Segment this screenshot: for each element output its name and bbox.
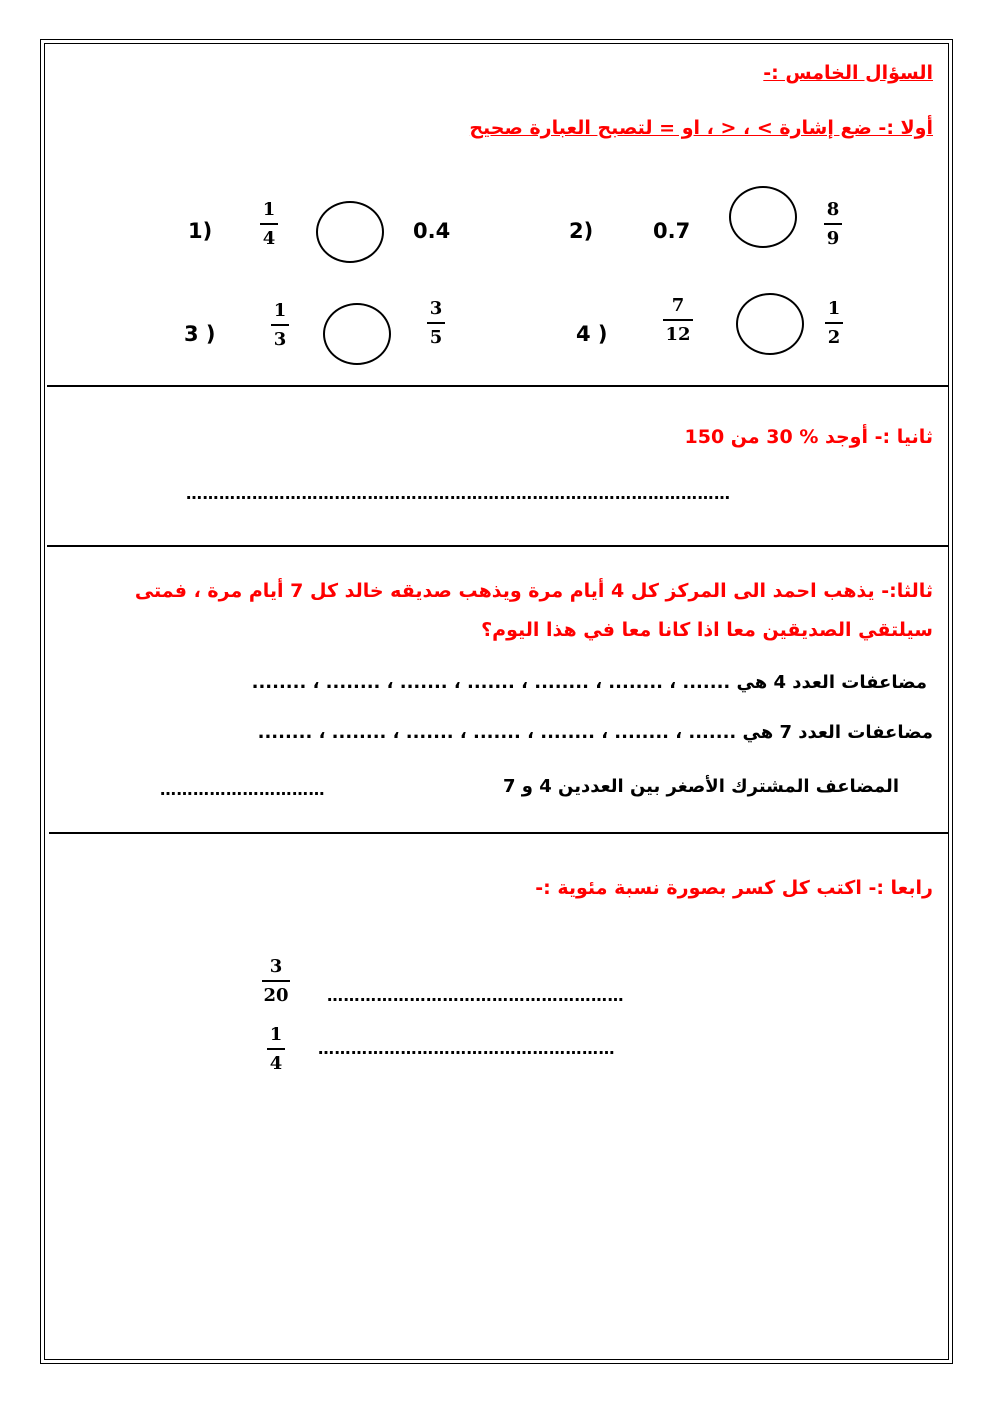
item4-label: 4 ): [576, 322, 608, 346]
item3-right-fraction: [427, 300, 445, 347]
section-divider-2: [47, 545, 948, 547]
item2-left-value: 0.7: [653, 219, 691, 243]
fraction-bar: [824, 223, 842, 225]
question-title: السؤال الخامس :-: [763, 62, 933, 84]
lcm-question: المضاعف المشترك الأصغر بين العددين 4 و 7: [502, 776, 899, 797]
part3-instruction-line2: سيلتقي الصديقين معا اذا كانا معا في هذا اليوم؟: [481, 619, 933, 641]
section-divider-1: [47, 385, 948, 387]
fraction-denominator: 2: [827, 327, 841, 348]
item4-left-fraction: [663, 297, 693, 344]
comparison-circle-4[interactable]: [736, 293, 804, 355]
part4-fraction-1: [262, 958, 290, 1005]
item3-label: 3 ): [184, 322, 216, 346]
fraction-bar: [271, 324, 289, 326]
page-border-inner: [44, 43, 949, 1360]
fraction-numerator: 1: [269, 1024, 283, 1045]
fraction-bar: [267, 1048, 285, 1050]
part3-instruction-line1: ثالثا:- يذهب احمد الى المركز كل 4 أيام مرة ويذهب صديقه خالد كل 7 أيام مرة ، فمتى: [134, 580, 933, 602]
fraction-bar: [427, 322, 445, 324]
lcm-answer-line[interactable]: …………………………: [160, 780, 325, 799]
fraction-bar: [260, 223, 278, 225]
multiples-of-4[interactable]: مضاعفات العدد 4 هي ....... ، ........ ، ........ ، ....... ، ....... ، ........ ، ........: [251, 672, 927, 693]
part1-instruction: أولا :- ضع إشارة > ، < ، او = لتصبح العبارة صحيح: [469, 117, 933, 139]
fraction-numerator: 8: [826, 199, 840, 220]
item1-label: 1): [188, 219, 213, 243]
part2-answer-line[interactable]: ………………………………………………………………………………………: [186, 484, 731, 503]
item2-label: 2): [569, 219, 594, 243]
part2-instruction: ثانيا :- أوجد % 30 من 150: [684, 426, 933, 448]
fraction-denominator: 9: [826, 228, 840, 249]
fraction-numerator: 3: [429, 298, 443, 319]
section-divider-3: [49, 832, 948, 834]
part4-answer-line-2[interactable]: ………………………………………………: [318, 1039, 615, 1058]
fraction-denominator: 5: [429, 327, 443, 348]
item4-right-fraction: [825, 300, 843, 347]
fraction-bar: [825, 322, 843, 324]
fraction-bar: [262, 980, 290, 982]
part4-fraction-2: [267, 1026, 285, 1073]
fraction-numerator: 7: [671, 295, 685, 316]
fraction-numerator: 1: [273, 300, 287, 321]
fraction-bar: [663, 319, 693, 321]
fraction-numerator: 1: [262, 199, 276, 220]
item1-right-value: 0.4: [413, 219, 451, 243]
comparison-circle-2[interactable]: [729, 186, 797, 248]
comparison-circle-3[interactable]: [323, 303, 391, 365]
fraction-numerator: 1: [827, 298, 841, 319]
part4-instruction: رابعا :- اكتب كل كسر بصورة نسبة مئوية :-: [535, 877, 933, 899]
comparison-circle-1[interactable]: [316, 201, 384, 263]
fraction-denominator: 4: [262, 228, 276, 249]
item3-left-fraction: [271, 302, 289, 349]
fraction-denominator: 4: [269, 1053, 283, 1074]
item2-right-fraction: [824, 201, 842, 248]
fraction-numerator: 3: [269, 956, 283, 977]
multiples-of-7[interactable]: مضاعفات العدد 7 هي ....... ، ........ ، ........ ، ....... ، ....... ، ........ ، ........: [257, 722, 933, 743]
item1-left-fraction: [260, 201, 278, 248]
part4-answer-line-1[interactable]: ………………………………………………: [327, 986, 624, 1005]
fraction-denominator: 20: [263, 985, 289, 1006]
fraction-denominator: 12: [665, 324, 691, 345]
fraction-denominator: 3: [273, 329, 287, 350]
